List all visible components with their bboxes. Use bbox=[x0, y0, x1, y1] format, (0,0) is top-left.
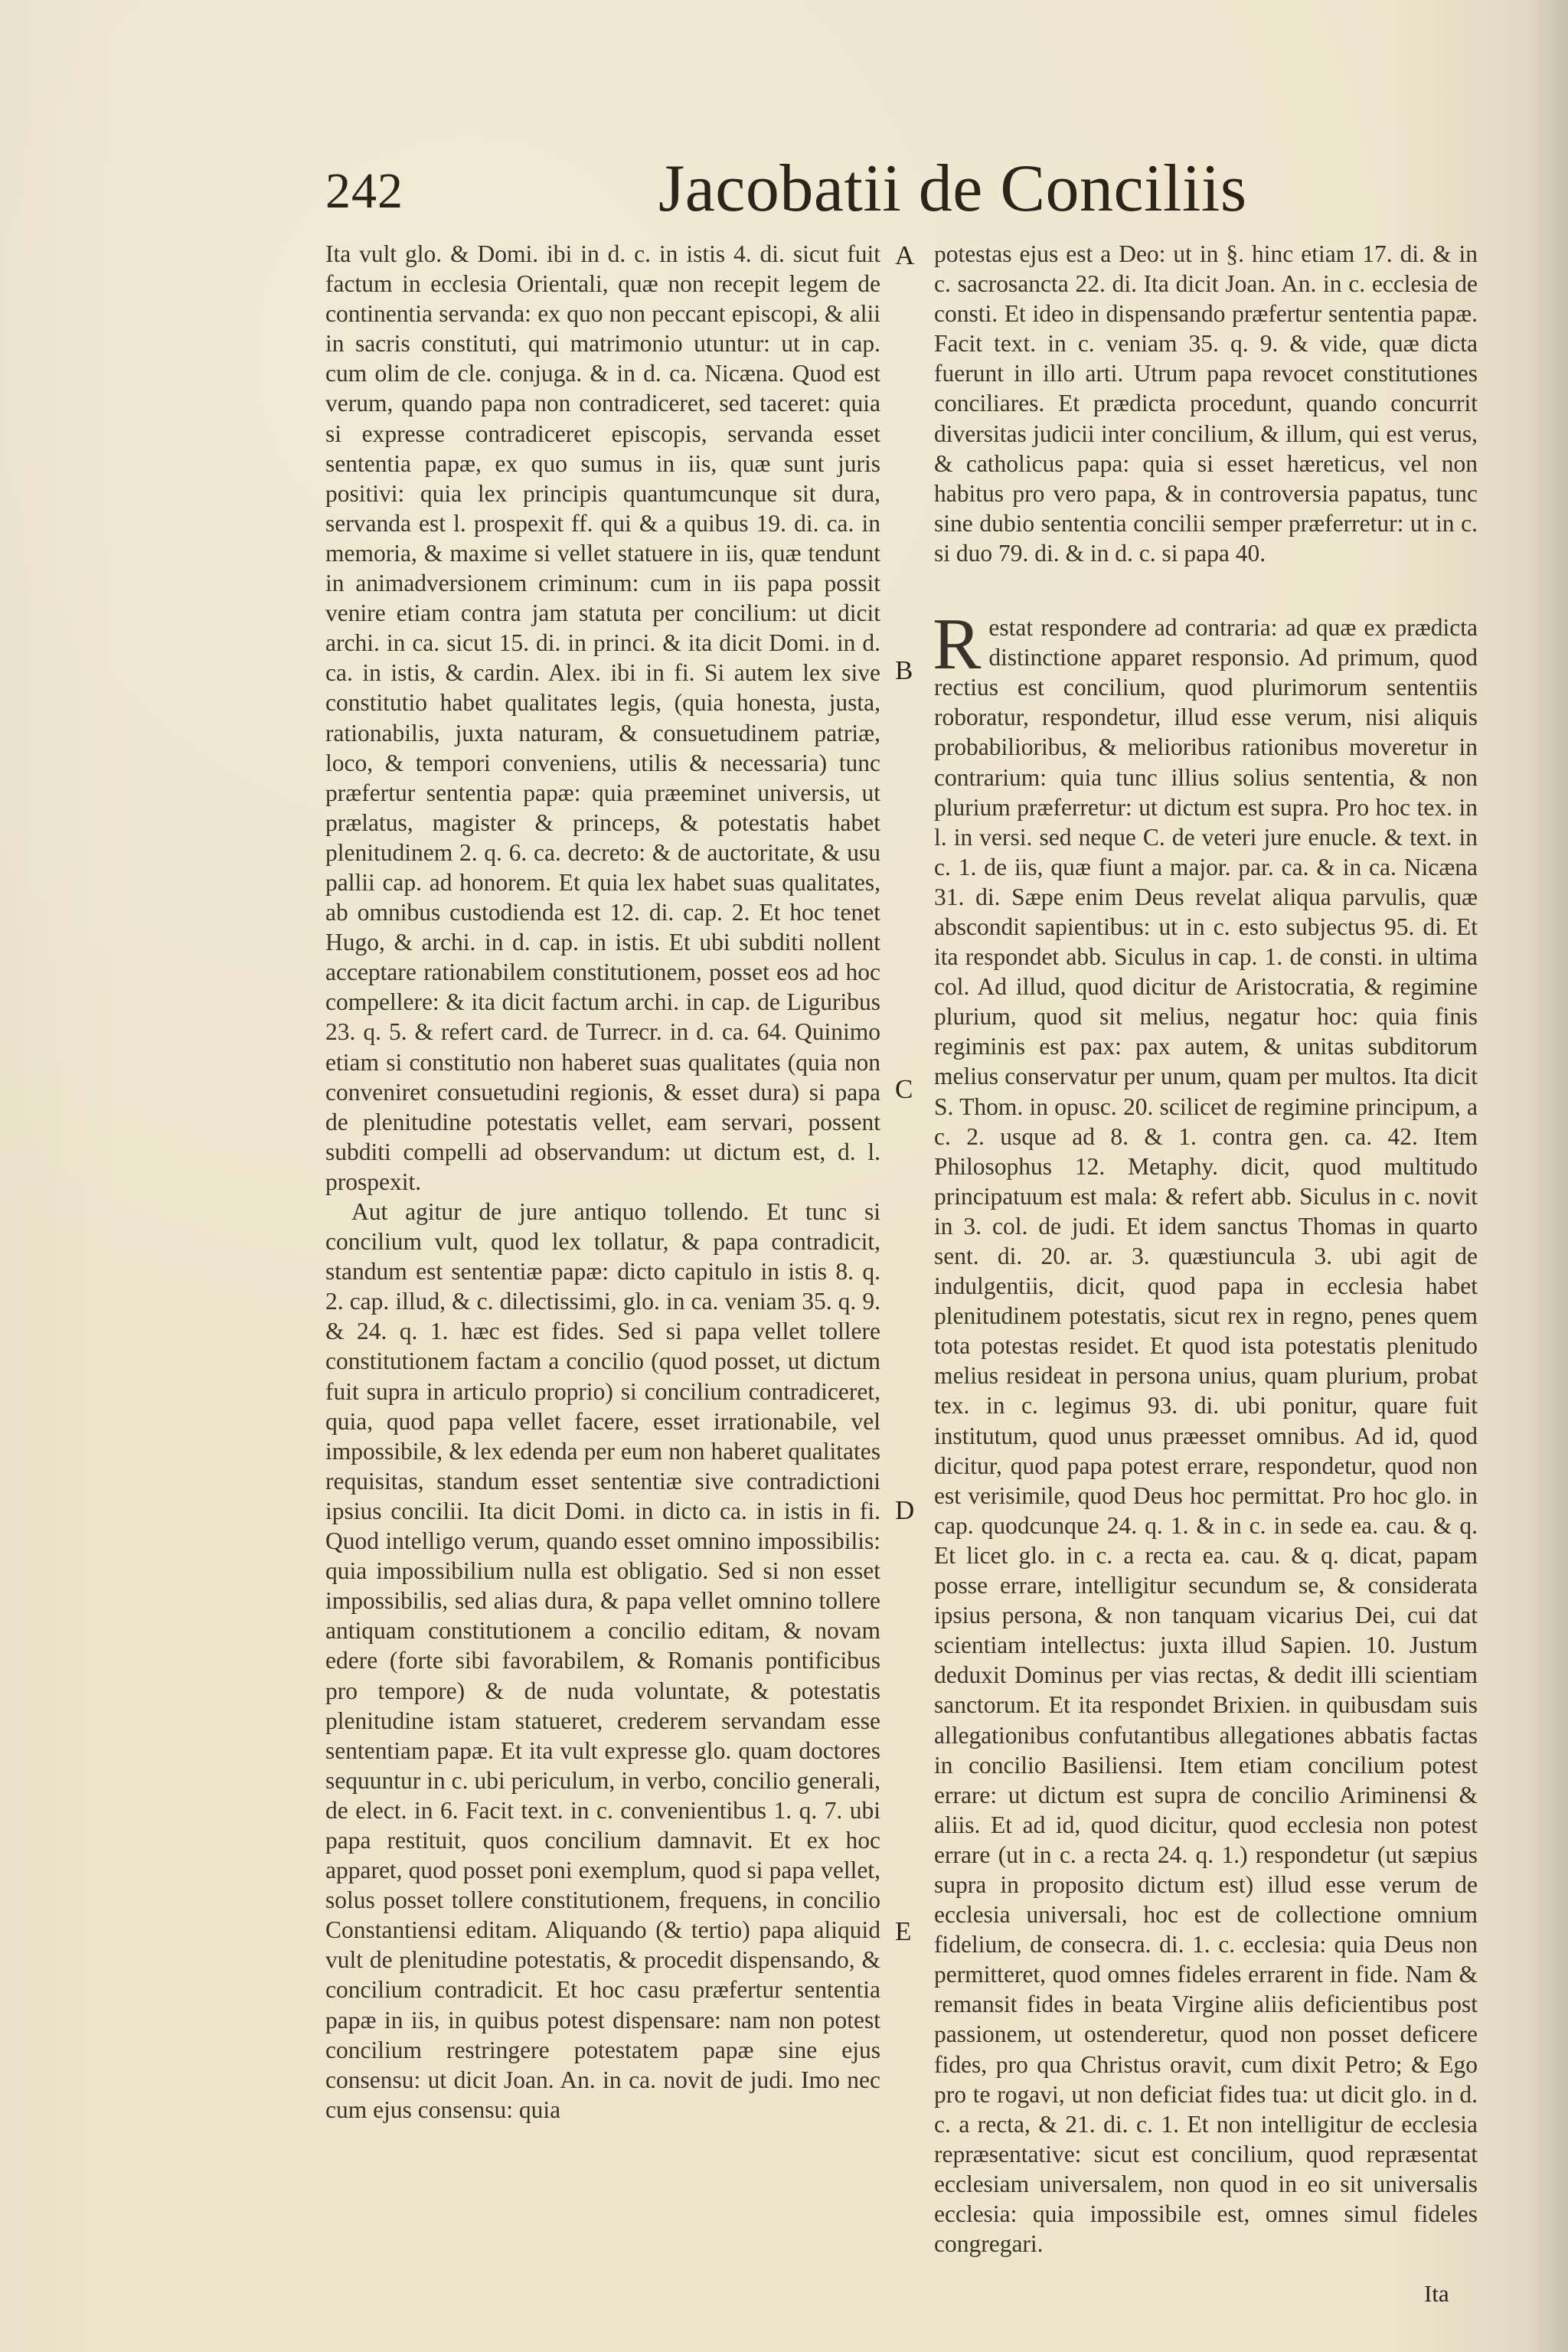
margin-marker-b: B bbox=[895, 655, 913, 685]
right-paragraph-dropcap bbox=[933, 603, 1478, 2259]
running-title: Jacobatii de Conciliis bbox=[658, 152, 1247, 226]
page-edge-shadow bbox=[1526, 0, 1568, 2352]
margin-marker-a: A bbox=[895, 240, 915, 270]
right-paragraph-body: estat respondere ad contraria: ad quæ ex prædicta distinctione apparet responsio. Ad primum, quod rectius est concilium, quod plurimorum sententiis roboratur, respondetur, illud esse verum, nisi aliquis probabilioribus, & melioribus rationibus moveretur in contrarium: quia tunc illius solius sententia, & non plurium præferretur: ut dictum est supra. Pro hoc tex. in l. in versi. sed neque C. de veteri jure enucle. & text. in c. 1. de iis, quæ fiunt a major. par. ca. & in ca. Nicæna 31. di. Sæpe enim Deus revelat aliqua parvulis, quæ abscondit sapientibus: ut in c. esto subjectus 95. di. Et ita respondet abb. Siculus in cap. 1. de consti. in ultima col. Ad illud, quod dicitur de Aristocratia, & regimine plurium, quod sit melius, negatur hoc: quia finis regiminis est pax: pax autem, & unitas subditorum melius conservatur per unum, quam per multos. Ita dicit S. Thom. in opusc. 20. scilicet de regimine principum, a c. 2. usque ad 8. & 1. contra gen. ca. 42. Item Philosophus 12. Metaphy. dicit, quod multitudo principatuum est mala: & refert abb. Siculus in c. novit in 3. col. de judi. Et idem sanctus Thomas in quarto sent. di. 20. ar. 3. quæstiuncula 3. ubi agit de indulgentiis, dicit, quod papa in ecclesia habet plenitudinem potestatis, sicut rex in regno, penes quem tota potestas residet. Et quod ista potestatis plenitudo melius resideat in persona unius, quam plurium, probat tex. in c. legimus 93. di. ubi ponitur, quare fuit institutum, quod unus præesset omnibus. Ad id, quod dicitur, quod papa potest errare, respondetur, quod non est verisimile, quod Deus hoc permittat. Pro hoc glo. in cap. quodcunque 24. q. 1. & in c. in sede ea. cau. & q. Et licet glo. in c. a recta ea. cau. & q. dicat, papam posse errare, intelligitur secundum se, & considerata ipsius persona, & non tanquam vicarius Dei, cui dat scientiam intellectus: juxta illud Sapien. 10. Justum deduxit Dominus per vias rectas, & dedit illi scientiam sanctorum. Et ita respondet Brixien. in quibusdam suis allegationibus confutantibus allegationes abbatis factas in concilio Basiliensi. Item etiam concilium potest errare: ut dictum est supra de concilio Ariminensi & aliis. Et ad id, quod dicitur, quod ecclesia non potest errare (ut in c. a recta 24. q. 1.) respondetur (ut sæpius supra in proposito dictum est) illud esse verum de ecclesia universali, hoc est de collectione omnium fidelium, de consecra. di. 1. c. ecclesia: quia Deus non permitteret, quod omnes fideles errarent in fide. Nam & remansit fides in beata Virgine aliis deficientibus post passionem, ut ostenderetur, quod non posset deficere fides, pro qua Christus oravit, cum dixit Petro; & Ego pro te rogavi, ut non deficiat fides tua: ut dicit glo. in d. c. a recta, & 21. di. c. 1. Et non intelligitur de ecclesia repræsentative: sicut est concilium, quod repræsentat ecclesiam universalem, non quod in eo sit universalis ecclesia: quia impossibile est, omnes simul fideles congregari. bbox=[934, 614, 1478, 2258]
dropcap-letter: R bbox=[933, 603, 982, 685]
margin-marker-c: C bbox=[895, 1074, 913, 1104]
margin-marker-e: E bbox=[895, 1916, 912, 1946]
left-paragraph: Aut agitur de jure antiquo tollendo. Et tunc si concilium vult, quod lex tollatur, & papa contradicit, standum est sententiæ papæ: dicto capitulo in istis 8. q. 2. cap. illud, & c. dilectissimi, glo. in ca. veniam 35. q. 9. & 24. q. 1. hæc est fides. Sed si papa vellet tollere constitutionem factam a concilio (quod posset, ut dictum fuit supra in articulo proprio) si concilium contradiceret, quia, quod papa vellet facere, esset irrationabile, vel impossibile, & lex edenda per eum non haberet qualitates requisitas, standum esset sententiæ sive contradictioni ipsius concilii. Ita dicit Domi. in dicto ca. in istis in fi. Quod intelligo verum, quando esset omnino impossibilis: quia impossibilium nulla est obligatio. Sed si non esset impossibilis, sed alias dura, & papa vellet omnino tollere antiquam constitutionem a concilio editam, & novam edere (forte sibi favorabilem, & Romanis pontificibus pro tempore) & de nuda voluntate, & potestatis plenitudine istam statueret, crederem servandam esse sententiam papæ. Et ita vult expresse glo. quam doctores sequuntur in c. ubi periculum, in verbo, concilio generali, de elect. in 6. Facit text. in c. convenientibus 1. q. 7. ubi papa restituit, quos concilium damnavit. Et ex hoc apparet, quod posset poni exemplum, quod si papa vellet, solus posset tollere constitutionem, frequens, in concilio Constantiensi editam. Aliquando (& tertio) papa aliquid vult de plenitudine potestatis, & procedit dispensando, & concilium contradicit. Et hoc casu præfertur sententia papæ in iis, in quibus potest dispensare: nam non potest concilium restringere potestatem papæ sine ejus consensu: ut dicit Joan. An. in ca. novit de judi. Imo nec cum ejus consensu: quia bbox=[325, 1198, 880, 2123]
left-text-column bbox=[325, 239, 880, 2125]
left-paragraph: Ita vult glo. & Domi. ibi in d. c. in istis 4. di. sicut fuit factum in ecclesia Orientali, quæ non recepit legem de continentia servanda: ex quo non peccant episcopi, & alii in sacris constituti, qui matrimonio utuntur: ut in cap. cum olim de cle. conjuga. & in d. ca. Nicæna. Quod est verum, quando papa non contradiceret, sed taceret: quia si expresse contradiceret episcopis, servanda esset sententia papæ, ex quo sumus in iis, quæ sunt juris positivi: quia lex principis quantumcunque sit dura, servanda est l. prospexit ff. qui & a quibus 19. di. ca. in memoria, & maxime si vellet statuere in iis, quæ tendunt in animadversionem criminum: cum in iis papa possit venire etiam contra jam statuta per concilium: ut dicit archi. in ca. sicut 15. di. in princi. & ita dicit Domi. in d. ca. in istis, & cardin. Alex. ibi in fi. Si autem lex sive constitutio habet qualitates legis, (quia honesta, justa, rationabilis, juxta naturam, & consuetudinem patriæ, loco, & tempori conveniens, utilis & necessaria) tunc præfertur sententia papæ: quia præeminet universis, ut prælatus, magister & princeps, & potestatis habet plenitudinem 2. q. 6. ca. decreto: & de auctoritate, & usu pallii cap. ad honorem. Et quia lex habet suas qualitates, ab omnibus custodienda est 12. di. cap. 2. Et hoc tenet Hugo, & archi. in d. cap. in istis. Et ubi subditi nollent acceptare rationabilem constitutionem, posset eos ad hoc compellere: & ita dicit factum archi. in cap. de Liguribus 23. q. 5. & refert card. de Turrecr. in d. ca. 64. Quinimo etiam si constitutio non haberet suas qualitates (quia non conveniret consuetudini regionis, & esset dura) si papa de plenitudine potestatis vellet, eam servari, possent subditi compelli ad observandum: ut dictum est, d. l. prospexit. bbox=[325, 240, 880, 1195]
catchword: Ita bbox=[1424, 2280, 1449, 2307]
page-header bbox=[0, 152, 1568, 241]
margin-marker-d: D bbox=[895, 1495, 915, 1525]
right-text-column bbox=[934, 239, 1478, 2259]
right-paragraph: potestas ejus est a Deo: ut in §. hinc etiam 17. di. & in c. sacrosancta 22. di. Ita dicit Joan. An. in c. ecclesia de consti. Et ideo in dispensando præfertur sententia papæ. Facit text. in c. veniam 35. q. 9. & vide, quæ dicta fuerunt in illo arti. Utrum papa revocet constitutiones conciliares. Et prædicta procedunt, quando concurrit diversitas judicii inter concilium, & illum, qui est verus, & catholicus papa: quia si esset hæreticus, vel non habitus pro vero papa, & in controversia papatus, tunc sine dubio sententia concilii semper præferretur: ut in c. si duo 79. di. & in d. c. si papa 40. bbox=[934, 240, 1478, 567]
page-number: 242 bbox=[325, 163, 403, 219]
